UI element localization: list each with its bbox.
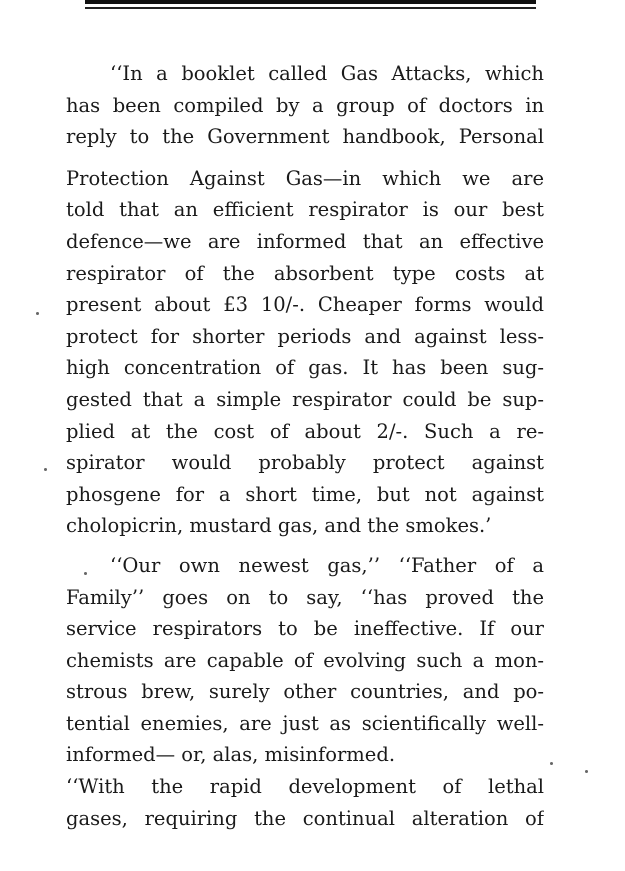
text-line: respirator of the absorbent type costs at [66, 261, 544, 285]
text-line: protect for shorter periods and against less- [66, 324, 544, 348]
print-speck [585, 770, 588, 773]
text-line: cholopicrin, mustard gas, and the smokes.’ [66, 514, 492, 538]
text-line: ‘‘Our own newest gas,’’ ‘‘Father of a [110, 553, 544, 577]
text-line: plied at the cost of about 2/-. Such a re- [66, 419, 544, 443]
text-line: gested that a simple respirator could be sup- [66, 387, 544, 411]
paragraph-lethal-gases [66, 771, 544, 834]
top-rule [85, 0, 536, 4]
text-line: tential enemies, are just as scientifically well- [66, 711, 544, 735]
top-rule-thin [85, 7, 536, 9]
text-line: Protection Against Gas—in which we are [66, 166, 544, 190]
text-line: Family’’ goes on to say, ‘‘has proved the [66, 585, 544, 609]
text-line: spirator would probably protect against [66, 451, 544, 475]
text-line: told that an efficient respirator is our best [66, 198, 544, 222]
article-text [66, 58, 544, 834]
text-line: phosgene for a short time, but not against [66, 482, 544, 506]
text-line: defence—we are informed that an effective [66, 229, 544, 253]
text-line: has been compiled by a group of doctors in [66, 93, 544, 117]
text-line: reply to the Government handbook, Personal [66, 125, 544, 149]
text-line: present about £3 10/-. Cheaper forms would [66, 293, 544, 317]
text-line: chemists are capable of evolving such a mon- [66, 648, 544, 672]
text-line: ‘‘In a booklet called Gas Attacks, which [110, 62, 544, 85]
print-speck [550, 762, 553, 765]
text-line: service respirators to be ineffective. If our [66, 617, 544, 641]
print-speck [44, 468, 47, 471]
text-line: high concentration of gas. It has been sug- [66, 356, 544, 380]
print-speck [36, 312, 39, 315]
paragraph-respirator [66, 163, 544, 542]
text-line: informed— or, alas, misinformed. [66, 743, 396, 767]
text-line: gases, requiring the continual alteration of [66, 806, 544, 830]
paragraph-booklet [66, 58, 544, 153]
text-line: ‘‘With the rapid development of lethal [66, 775, 544, 799]
print-speck [84, 572, 87, 575]
paragraph-newest-gas [66, 550, 544, 771]
text-line: strous brew, surely other countries, and po- [66, 680, 544, 704]
